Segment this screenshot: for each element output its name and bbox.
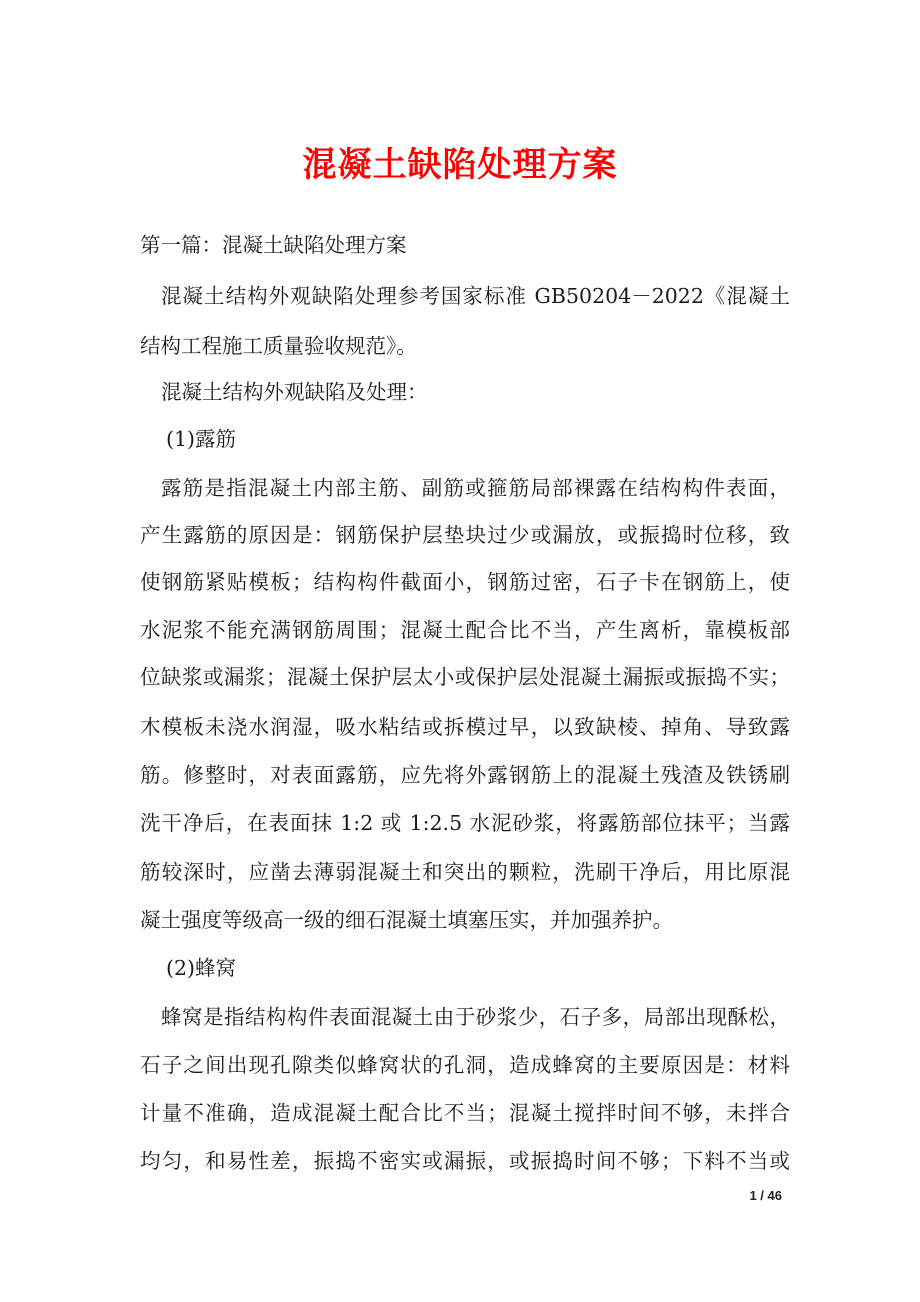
paragraph-line: 水泥浆不能充满钢筋周围；混凝土配合比不当，产生离析，靠模板部	[140, 618, 790, 642]
paragraph-line: 均匀，和易性差，振捣不密实或漏振，或振捣时间不够；下料不当或	[140, 1149, 790, 1173]
document-title: 混凝土缺陷处理方案	[302, 145, 618, 185]
paragraph-line: 结构工程施工质量验收规范》。	[140, 334, 417, 358]
paragraph-line: 第一篇：混凝土缺陷处理方案	[140, 233, 407, 257]
paragraph-line: 位缺浆或漏浆；混凝土保护层太小或保护层处混凝土漏振或振捣不实；	[140, 665, 790, 689]
paragraph-line: 计量不准确，造成混凝土配合比不当；混凝土搅拌时间不够，未拌合	[140, 1101, 790, 1125]
paragraph-line: 混凝土结构外观缺陷处理参考国家标准 GB50204－2022《混凝土	[161, 284, 790, 308]
paragraph-line: 产生露筋的原因是：钢筋保护层垫块过少或漏放，或振捣时位移，致	[140, 523, 790, 547]
paragraph-line: 混凝土结构外观缺陷及处理：	[161, 380, 428, 404]
paragraph-line: 凝土强度等级高一级的细石混凝土填塞压实，并加强养护。	[140, 908, 673, 932]
paragraph-line: 洗干净后，在表面抹 1:2 或 1:2.5 水泥砂浆，将露筋部位抹平；当露	[140, 811, 790, 835]
paragraph-line: 使钢筋紧贴模板；结构构件截面小，钢筋过密，石子卡在钢筋上，使	[140, 570, 790, 594]
paragraph-line: 蜂窝是指结构构件表面混凝土由于砂浆少，石子多，局部出现酥松，	[161, 1005, 790, 1029]
paragraph-line: 木模板未浇水润湿，吸水粘结或拆模过早，以致缺棱、掉角、导致露	[140, 715, 790, 739]
paragraph-line: 石子之间出现孔隙类似蜂窝状的孔洞，造成蜂窝的主要原因是：材料	[140, 1053, 790, 1077]
paragraph-line: 筋较深时，应凿去薄弱混凝土和突出的颗粒，洗刷干净后，用比原混	[140, 860, 790, 884]
paragraph-line: (1)露筋	[166, 427, 237, 451]
paragraph-line: 筋。修整时，对表面露筋，应先将外露钢筋上的混凝土残渣及铁锈刷	[140, 763, 790, 787]
paragraph-line: 露筋是指混凝土内部主筋、副筋或箍筋局部裸露在结构构件表面，	[161, 476, 790, 500]
paragraph-line: (2)蜂窝	[166, 956, 237, 980]
page-number: 1 / 46	[749, 1188, 782, 1203]
